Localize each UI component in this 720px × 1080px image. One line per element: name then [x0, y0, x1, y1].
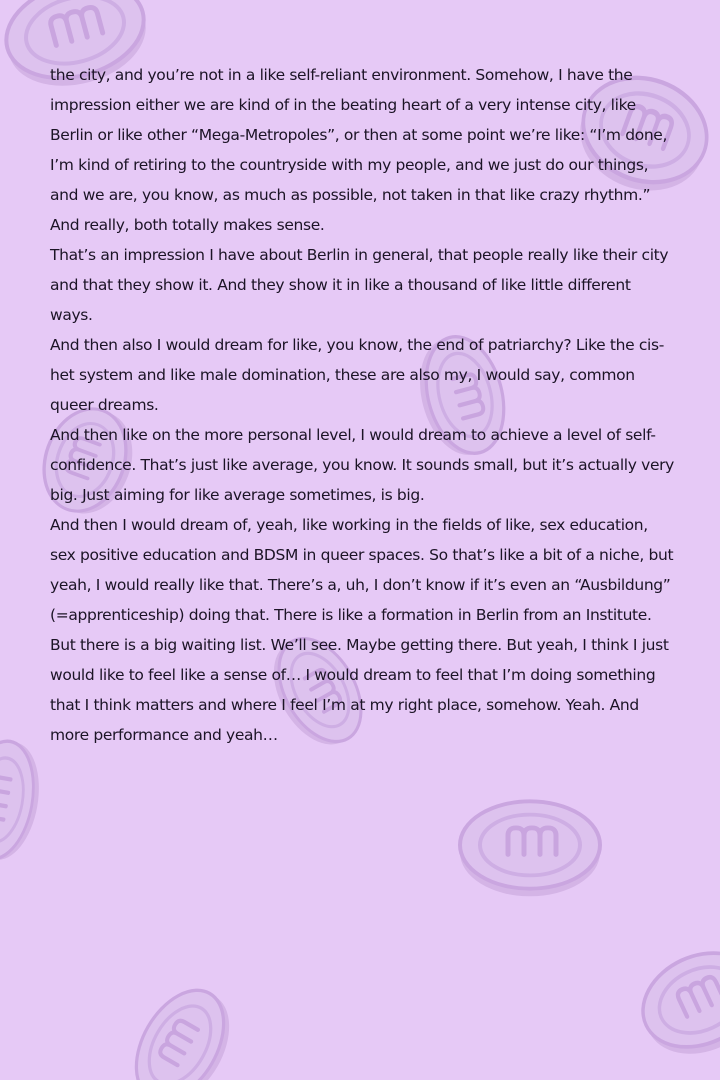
transcript-text [50, 60, 675, 750]
coin-icon [628, 935, 720, 1071]
coin-icon [0, 736, 48, 865]
paragraph: And then I would dream of, yeah, like working in the fields of like, sex education, sex positive education and BDSM in queer spaces. So that’s like a bit of a niche, but yeah, I would really like that. There’s a, uh, I don’t know if it’s even an “Ausbildung” (=apprenticeship) doing that. There is like a formation in Berlin from an Institute. But there is a big waiting list. We’ll see. Maybe getting there. But yeah, I think I just would like to feel like a sense of… I would dream to feel that I’m doing something that I think matters and where I feel I’m at my right place, somehow. Yeah. And more performance and yeah… [50, 516, 674, 744]
coin-icon [460, 801, 600, 896]
paragraph: That’s an impression I have about Berlin in general, that people really like their city and that they show it. And they show it in like a thousand of like little different ways. [50, 246, 669, 324]
paragraph: the city, and you’re not in a like self-reliant environment. Somehow, I have the impression either we are kind of in the beating heart of a very intense city, like Berlin or like other “Mega-Metropoles”, or then at some point we’re like: “I’m done, I’m kind of retiring to the countryside with my people, and we just do our things, and we are, you know, as much as possible, not taken in that like crazy rhythm.” And really, both totally makes sense. [50, 66, 668, 234]
coin-icon [118, 975, 247, 1080]
paragraph: And then also I would dream for like, you know, the end of patriarchy? Like the cis-het system and like male domination, these are also my, I would say, common queer dreams. [50, 336, 664, 414]
paragraph: And then like on the more personal level, I would dream to achieve a level of self-confidence. That’s just like average, you know. It sounds small, but it’s actually very big. Just aiming for like average sometimes, is big. [50, 426, 674, 504]
